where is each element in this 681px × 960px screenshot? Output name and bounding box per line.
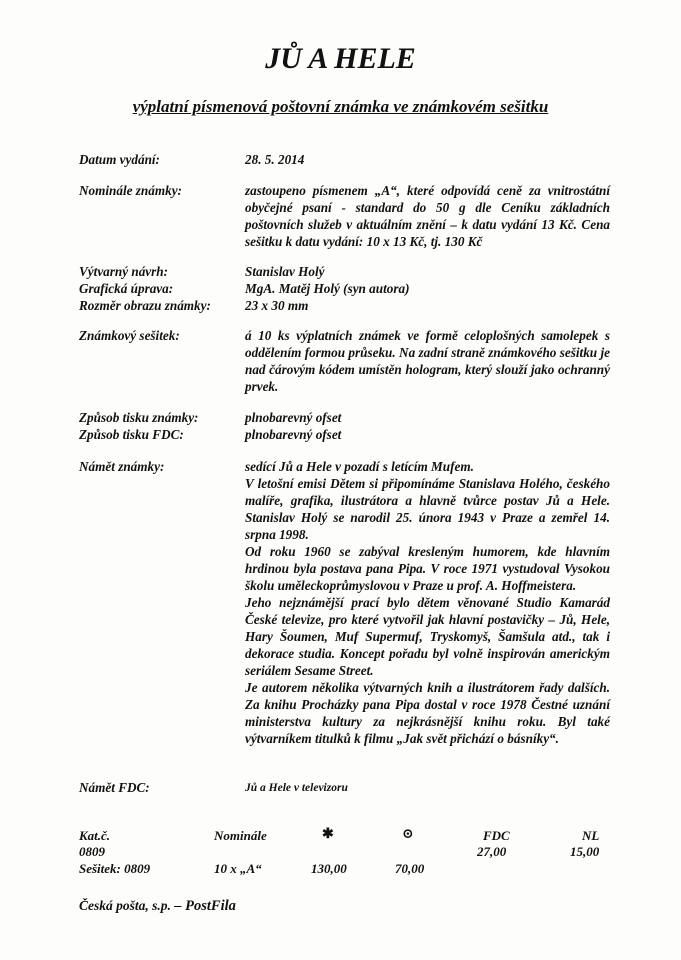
issue-date-value: 28. 5. 2014 — [245, 152, 305, 167]
size-label: Rozměr obrazu známky: — [79, 298, 211, 313]
catalog-number-label: Kat.č. — [79, 828, 111, 843]
print-stamp-label: Způsob tisku známky: — [79, 410, 199, 425]
print-stamp-value: plnobarevný ofset — [245, 410, 342, 425]
face-value-label: Nominále známky: — [79, 183, 182, 198]
page-subtitle: výplatní písmenová poštovní známka ve známkovém sešitku — [132, 97, 549, 116]
catalog-number-value: 0809 — [79, 844, 105, 859]
nl-header: NL — [582, 828, 600, 843]
graphic-label: Grafická úprava: — [79, 281, 174, 296]
star-value: 130,00 — [311, 861, 347, 876]
star-icon: ✱ — [322, 827, 334, 842]
circle-value: 70,00 — [395, 861, 425, 876]
subject-paragraph: Je autorem několika výtvarných knih a ilustrátorem řady dalších. Za knihu Procházky pana Pipa dostal v roce 1978 Čestné uznání ministerstva kultury za nejkrásnější knihu roku. Byl také výtvarníkem titulků k filmu „Jak svět přichází o básníky“. — [245, 680, 610, 746]
booklet-paragraph: á 10 ks výplatních známek ve formě celoplošných samolepek s oddělením formou průseku. Na zadní straně známkového sešitku je nad čárovým kódem umístěn hologram, který slouží jako ochranný prvek. — [245, 328, 610, 394]
booklet-label: Známkový sešitek: — [79, 328, 180, 343]
page-title: JŮ A HELE — [265, 42, 416, 75]
fdc-subject-value: Jů a Hele v televizoru — [245, 782, 348, 794]
graphic-value: MgA. Matěj Holý (syn autora) — [245, 281, 410, 296]
nl-price: 15,00 — [570, 844, 600, 859]
subject-paragraph: V letošní emisi Dětem si připomínáme Stanislava Holého, českého malíře, grafika, ilustrátora a hlavně tvůrce postav Jů a Hele. Stanislav Holý se narodil 25. února 1943 v Praze a zemřel 14. srpna 1998. — [245, 476, 610, 542]
subject-paragraph: sedící Jů a Hele v pozadí s letícím Mufem. — [245, 459, 474, 474]
print-fdc-label: Způsob tisku FDC: — [79, 427, 184, 442]
circle-dot-icon: ⊙ — [402, 827, 414, 842]
footer — [79, 898, 236, 915]
design-value: Stanislav Holý — [245, 264, 325, 279]
issue-date-label: Datum vydání: — [79, 152, 160, 167]
subject-paragraph: Od roku 1960 se zabýval kresleným humorem, kde hlavním hrdinou byla postava pana Pipa. V roce 1971 vystudoval Vysokou školu uměleckoprůmyslovou v Praze u prof. A. Hoffmeistera. — [245, 544, 610, 593]
footer-brand: – PostFila — [174, 898, 236, 914]
fdc-price: 27,00 — [477, 844, 507, 859]
nominal-header: Nominále — [214, 828, 267, 843]
booklet-number: Sešitek: 0809 — [79, 861, 151, 876]
face-value-paragraph: zastoupeno písmenem „A“, které odpovídá ceně za vnitrostátní obyčejné psaní - standard do 50 g dle Ceníku základních poštovních služeb v aktuálním znění – k datu vydání 13 Kč. Cena sešitku k datu vydání: 10 x 13 Kč, tj. 130 Kč — [245, 183, 610, 249]
print-fdc-value: plnobarevný ofset — [245, 427, 342, 442]
booklet-text — [245, 327, 610, 395]
design-label: Výtvarný návrh: — [79, 264, 169, 279]
subject-paragraph: Jeho nejznámější prací bylo dětem věnované Studio Kamarád České televize, pro které vytvořil jak hlavní postavičky – Jů, Hele, Hary Šoumen, Muf Supermuf, Tryskomyš, Šamšula atd., tak i dekorace studia. Koncept pořadu byl volně inspirován americkým seriálem Sesame Street. — [245, 595, 610, 678]
nominal-value: 10 x „A“ — [214, 861, 262, 876]
footer-company: Česká pošta, s.p. — [79, 898, 171, 913]
subject-label: Námět známky: — [79, 459, 165, 474]
fdc-header: FDC — [483, 828, 510, 843]
face-value-text — [245, 182, 610, 250]
size-value: 23 x 30 mm — [245, 298, 309, 313]
fdc-subject-label: Námět FDC: — [79, 780, 150, 795]
subject-text — [245, 458, 610, 747]
